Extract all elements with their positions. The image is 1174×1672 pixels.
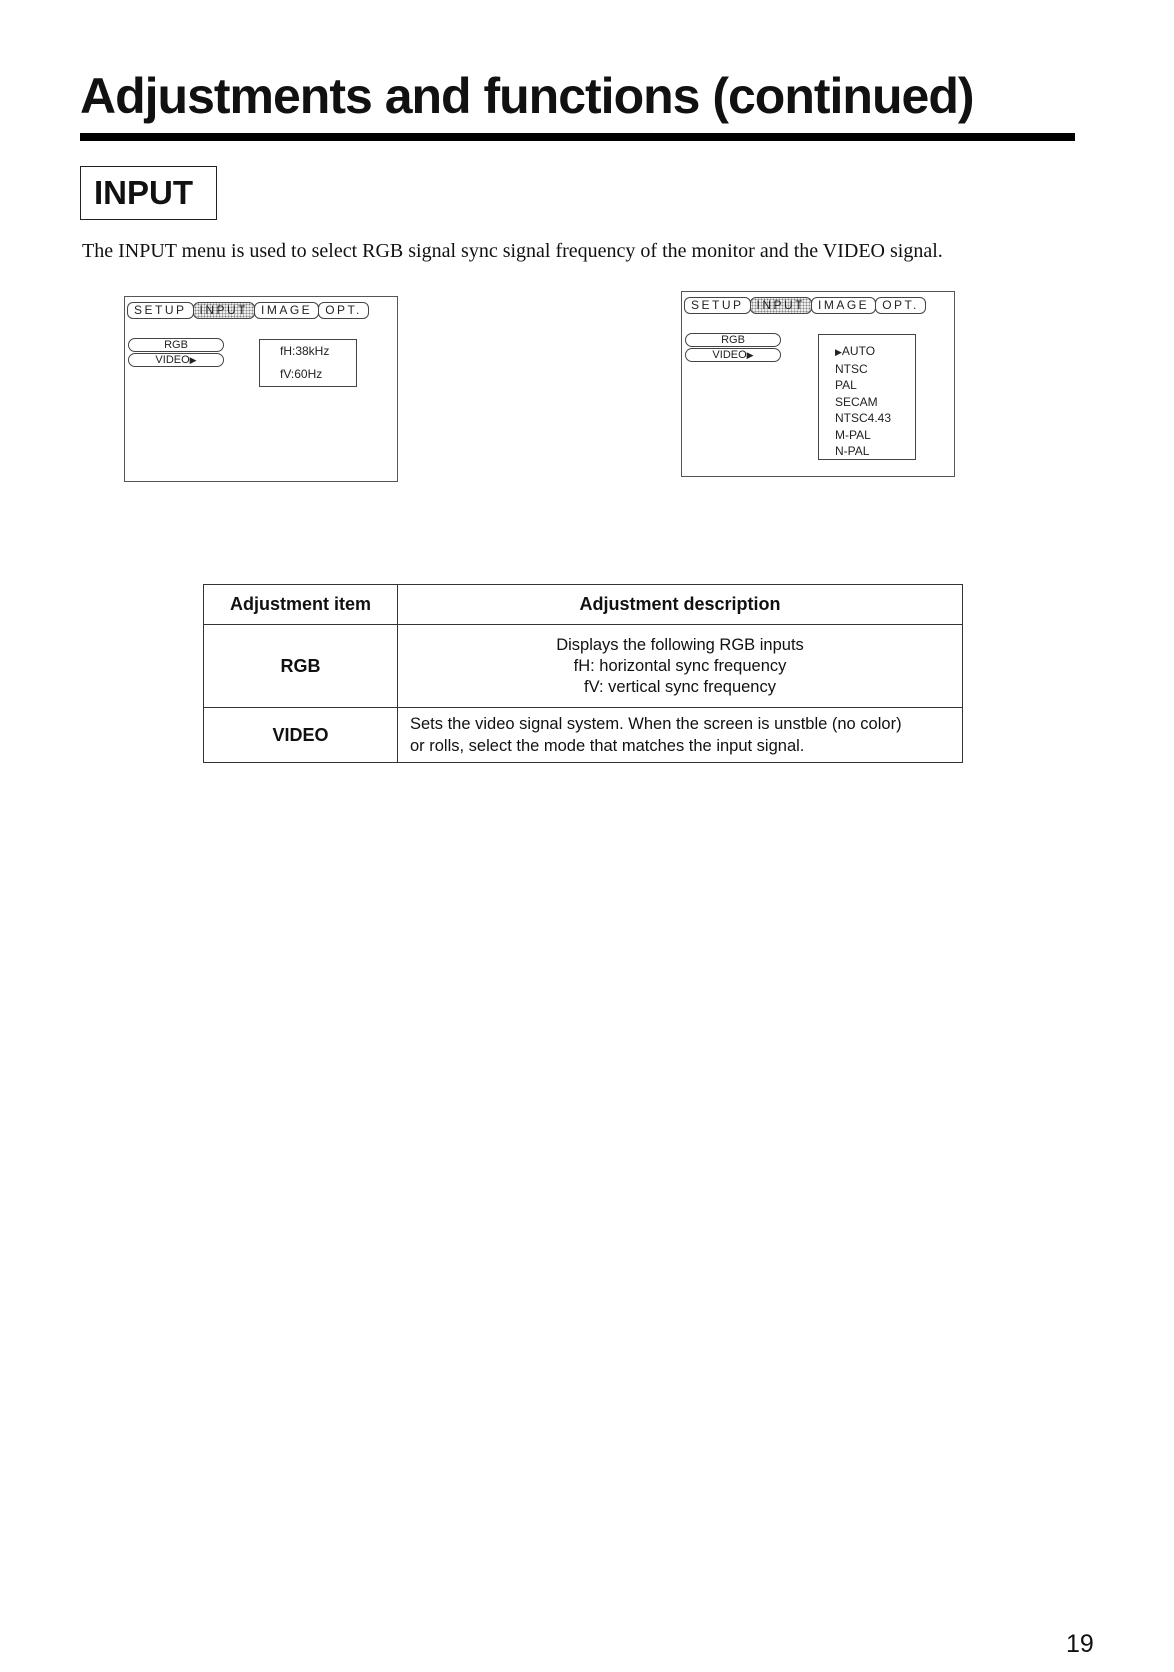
- osd-option: NTSC4.43: [835, 411, 892, 425]
- description-line: Displays the following RGB inputs: [556, 635, 804, 654]
- osd-option-auto: [835, 343, 915, 361]
- triangle-right-icon: ▶: [746, 350, 754, 360]
- osd-tab-input: INPUT: [750, 297, 813, 314]
- table-cell-item: RGB: [204, 625, 398, 708]
- osd-option: N-PAL: [835, 444, 870, 458]
- osd-submenu-frequency: [259, 339, 357, 387]
- osd-tab-opt: OPT.: [318, 302, 369, 319]
- description-line: fH: horizontal sync frequency: [573, 656, 787, 675]
- osd-option-label: AUTO: [841, 344, 876, 358]
- osd-option: NTSC: [835, 361, 868, 376]
- osd-item-label: VIDEO: [712, 349, 747, 361]
- osd-submenu-value: fV:60Hz: [280, 367, 323, 381]
- osd-tab-opt: OPT.: [875, 297, 926, 314]
- osd-submenu-value: fH:38kHz: [280, 344, 330, 358]
- column-header: Adjustment description: [398, 585, 963, 625]
- osd-item-rgb: [685, 333, 781, 347]
- page-title: Adjustments and functions (continued): [80, 68, 974, 124]
- section-heading: INPUT: [80, 166, 217, 220]
- osd-submenu-video-systems: [818, 334, 916, 460]
- title-rule: [80, 133, 1075, 141]
- osd-tab-setup: SETUP: [127, 302, 194, 319]
- table-row: [204, 708, 963, 763]
- osd-menu-rgb: [124, 296, 398, 482]
- table-cell-description: [398, 625, 963, 708]
- description-line: fV: vertical sync frequency: [584, 677, 776, 696]
- table-cell-item: VIDEO: [204, 708, 398, 763]
- osd-item-label: VIDEO: [155, 354, 190, 366]
- table-cell-description: [398, 708, 963, 763]
- osd-tab-bar: [127, 302, 368, 319]
- triangle-right-icon: ▶: [189, 355, 197, 365]
- osd-option: M-PAL: [835, 427, 871, 442]
- description-line: or rolls, select the mode that matches the input signal.: [410, 737, 805, 755]
- osd-menu-video: [681, 291, 955, 477]
- osd-tab-image: IMAGE: [254, 302, 319, 319]
- table-header-row: [204, 585, 963, 625]
- osd-tab-image: IMAGE: [811, 297, 876, 314]
- description-line: Sets the video signal system. When the screen is unstble (no color): [410, 715, 902, 733]
- table-row: [204, 625, 963, 708]
- osd-tab-bar: [684, 297, 925, 314]
- osd-item-label: RGB: [721, 334, 745, 346]
- page-number: 19: [1066, 1630, 1094, 1658]
- osd-item-rgb: [128, 338, 224, 352]
- triangle-right-icon: ▶: [835, 347, 842, 357]
- osd-option: SECAM: [835, 394, 878, 409]
- adjustment-table: [203, 584, 963, 763]
- osd-option: PAL: [835, 378, 857, 392]
- osd-item-video: [685, 348, 781, 362]
- osd-tab-setup: SETUP: [684, 297, 751, 314]
- column-header: Adjustment item: [204, 585, 398, 625]
- osd-item-video: [128, 353, 224, 367]
- osd-tab-input: INPUT: [193, 302, 256, 319]
- osd-item-label: RGB: [164, 339, 188, 351]
- intro-text: The INPUT menu is used to select RGB signal sync signal frequency of the monitor and the VIDEO signal.: [82, 240, 943, 262]
